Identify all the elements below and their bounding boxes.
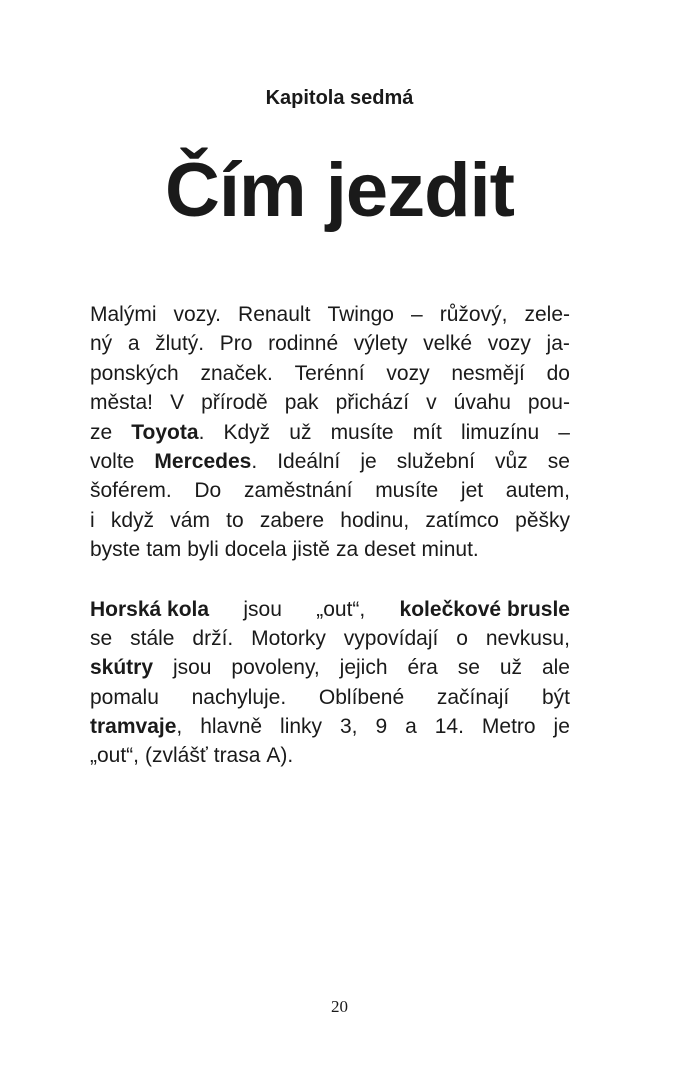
bold-word: Mercedes: [154, 449, 252, 473]
word: to: [226, 508, 244, 532]
word: zatímco: [425, 508, 499, 532]
word: když: [110, 508, 155, 532]
word: docela: [224, 538, 287, 562]
word-group: [90, 712, 182, 741]
word: povoleny,: [231, 656, 320, 680]
word: drží.: [192, 626, 234, 650]
word: nevkusu,: [485, 626, 570, 650]
word: je: [360, 449, 377, 473]
word-group: [131, 418, 204, 447]
word: ale: [541, 656, 570, 680]
text-line: [90, 535, 570, 564]
word: jsou: [172, 656, 212, 680]
word: tam: [146, 538, 182, 562]
word: Oblíbené: [318, 685, 405, 709]
paragraph-gap: [90, 565, 570, 595]
word: 14.: [434, 715, 464, 739]
word: přichází: [335, 391, 410, 415]
paragraph: [90, 300, 570, 565]
word: a: [127, 332, 140, 356]
word: Když: [223, 420, 271, 444]
word: deset: [364, 538, 416, 562]
word: je: [553, 715, 570, 739]
text-line: [90, 388, 570, 417]
word: musíte: [330, 420, 394, 444]
word: pak: [284, 391, 319, 415]
word: vozy: [487, 332, 531, 356]
word: jsou: [243, 597, 282, 621]
word: Ideální: [277, 449, 341, 473]
word: –: [411, 303, 423, 326]
word: volte: [90, 449, 135, 473]
word: značek.: [200, 361, 273, 385]
word: se: [90, 626, 113, 650]
word: autem,: [505, 479, 570, 503]
word: se: [457, 656, 480, 680]
word: Pro: [219, 332, 253, 356]
word: Twingo: [327, 303, 394, 326]
word: A).: [266, 744, 294, 768]
word: Motorky: [251, 626, 326, 650]
text-line: [90, 595, 570, 624]
page-number: 20: [331, 997, 348, 1016]
text-line: [90, 741, 570, 770]
word: .: [198, 420, 205, 444]
word: jet: [460, 479, 484, 503]
bold-word: kolečkové brusle: [399, 597, 570, 621]
text-line: [90, 506, 570, 535]
word: .: [251, 449, 258, 473]
word: Metro: [481, 715, 536, 739]
word: ze: [90, 420, 113, 444]
word-group: [154, 447, 257, 476]
word: stále: [130, 626, 175, 650]
paragraph: [90, 595, 570, 771]
word: zabere: [259, 508, 325, 532]
word: do: [546, 361, 570, 385]
word: hlavně: [200, 715, 263, 739]
text-line: [90, 359, 570, 388]
bold-word: skútry: [90, 656, 154, 680]
chapter-title: Čím jezdit: [165, 148, 514, 233]
word: 3,: [340, 715, 358, 739]
word: –: [558, 420, 570, 444]
word: Renault: [238, 303, 311, 326]
word: éra: [407, 656, 438, 680]
word: byli: [187, 538, 219, 562]
word: ,: [176, 715, 183, 739]
word: vůz: [495, 449, 528, 473]
word: vozy: [386, 361, 430, 385]
word: být: [541, 685, 570, 709]
word: rodinné: [268, 332, 339, 356]
word: šoférem.: [90, 479, 172, 503]
word: výlety: [353, 332, 408, 356]
word: za: [335, 538, 359, 562]
text-line: [90, 624, 570, 653]
chapter-label: Kapitola sedmá: [265, 87, 414, 109]
word: vypovídají: [343, 626, 439, 650]
word: linky: [280, 715, 323, 739]
word: zaměstnání: [243, 479, 353, 503]
word: růžový,: [439, 303, 508, 326]
text-line: [90, 418, 570, 447]
text-line: [90, 300, 570, 329]
word: nesmějí: [451, 361, 525, 385]
word: pou-: [527, 391, 570, 415]
chapter-body: [90, 300, 570, 771]
word: v: [426, 391, 437, 415]
word: jistě: [292, 538, 330, 562]
word: už: [289, 420, 312, 444]
word: byste: [90, 538, 141, 562]
word: nachyluje.: [191, 685, 287, 709]
word: musíte: [375, 479, 439, 503]
word: Do: [194, 479, 222, 503]
word: ja-: [546, 332, 570, 356]
word: žlutý.: [155, 332, 205, 356]
bold-word: Horská kola: [90, 597, 210, 621]
text-line: [90, 447, 570, 476]
word: už: [499, 656, 523, 680]
word: mít: [412, 420, 442, 444]
word: jejich: [339, 656, 388, 680]
word: zele-: [524, 303, 570, 326]
text-line: [90, 476, 570, 505]
text-line: [90, 653, 570, 682]
word: „out“,: [316, 597, 366, 621]
text-line: [90, 683, 570, 712]
word: „out“,: [90, 744, 140, 768]
word: velké: [423, 332, 473, 356]
bold-word: tramvaje: [90, 715, 177, 739]
text-line: [90, 329, 570, 358]
word: přírodě: [201, 391, 268, 415]
word: 9: [375, 715, 388, 739]
word: (zvlášť: [145, 744, 208, 768]
word: o: [456, 626, 468, 650]
bold-word: Toyota: [131, 420, 199, 444]
word: trasa: [213, 744, 261, 768]
word: Terénní: [294, 361, 365, 385]
word: se: [547, 449, 570, 473]
word: a: [405, 715, 417, 739]
word: V: [170, 391, 185, 415]
word: služební: [396, 449, 475, 473]
word: města!: [90, 391, 154, 415]
word: vám: [170, 508, 210, 532]
word: úvahu: [453, 391, 511, 415]
word: pomalu: [90, 685, 159, 709]
word: i: [90, 508, 95, 532]
word: limuzínu: [460, 420, 540, 444]
word: ný: [90, 332, 113, 356]
word: ponských: [90, 361, 179, 385]
word: minut.: [421, 538, 479, 562]
word: začínají: [436, 685, 510, 709]
word: pěšky: [515, 508, 570, 532]
word: hodinu,: [340, 508, 410, 532]
text-line: [90, 712, 570, 741]
word: Malými: [90, 303, 157, 326]
word: vozy.: [173, 303, 221, 326]
